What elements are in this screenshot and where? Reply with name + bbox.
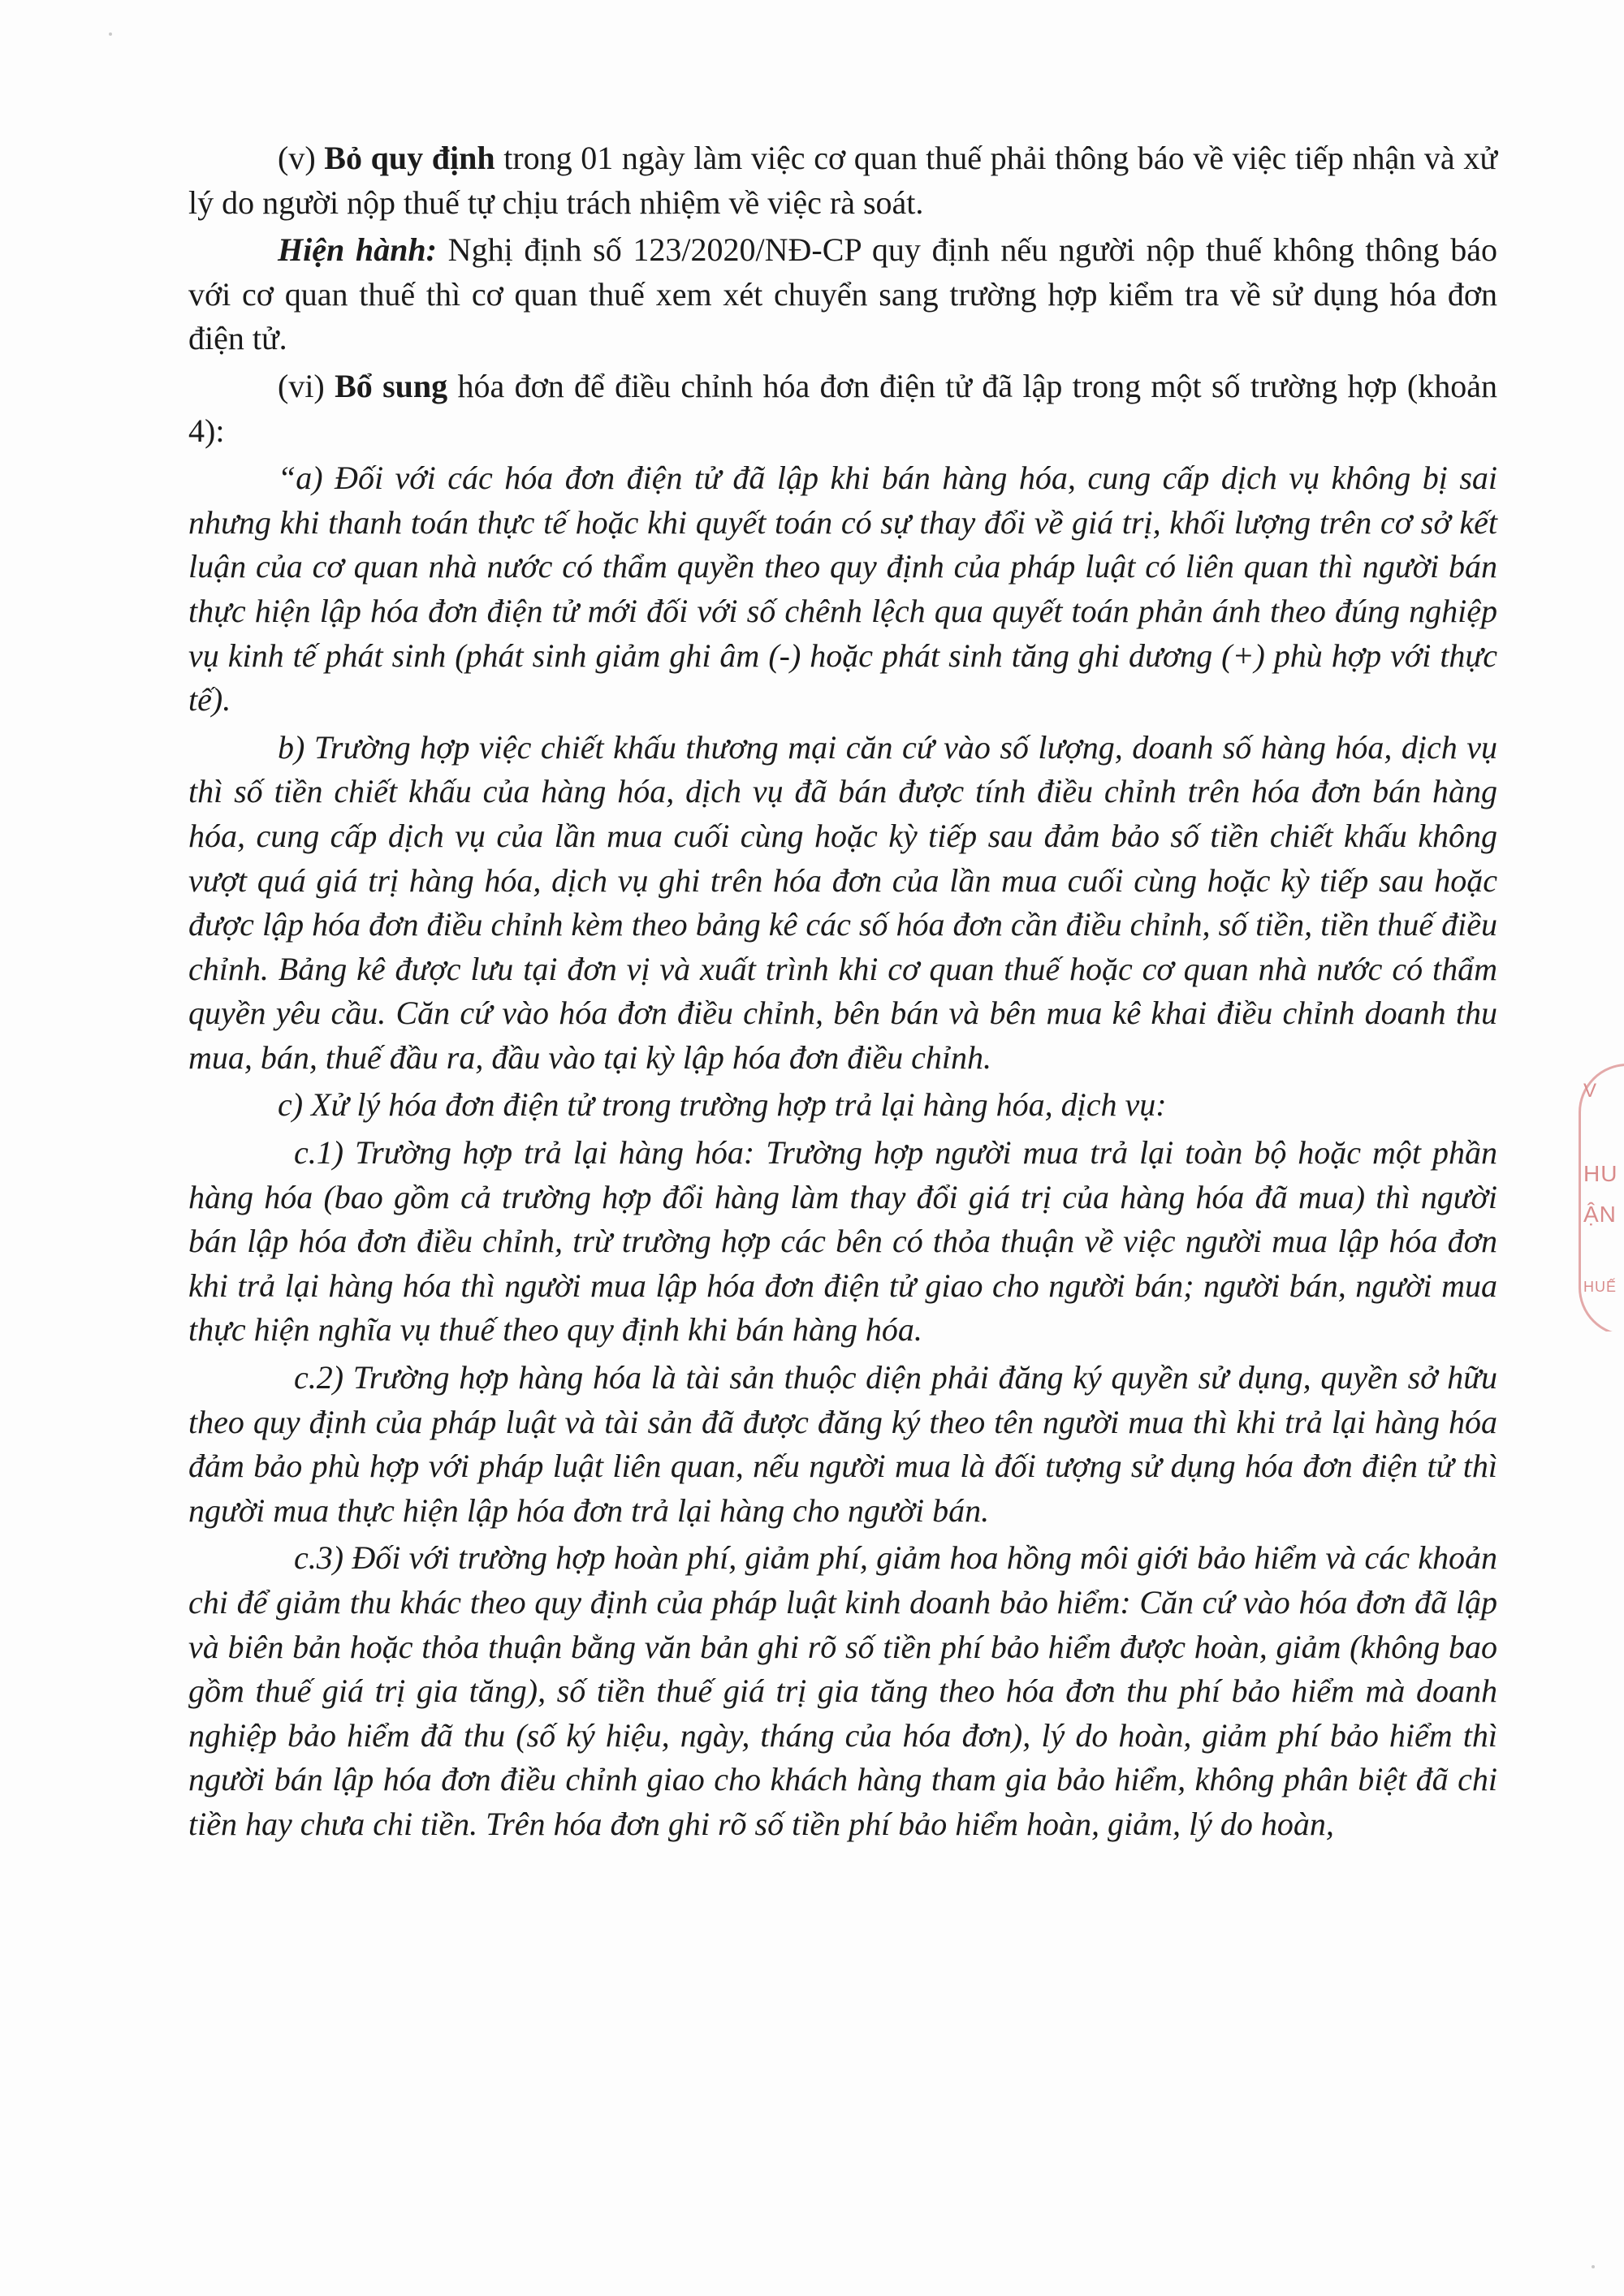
paragraph-vi-bold: Bổ sung (335, 367, 448, 404)
stamp-text-a: V (1583, 1080, 1598, 1102)
paragraph-v-rest: trong 01 ngày làm việc cơ quan thuế phải thông báo về việc tiếp nhận và xử lý do người nộp thuế tự chịu trách nhiệm về việc rà soát. (188, 140, 1497, 221)
stamp-text-b: HU (1583, 1161, 1618, 1186)
quote-item-b: b) Trường hợp việc chiết khấu thương mại căn cứ vào số lượng, doanh số hàng hóa, dịch vụ thì số tiền chiết khấu của hàng hóa, dịch vụ đã bán được tính điều chỉnh trên hóa đơn bán hàng hóa, cung cấp dịch vụ của lần mua cuối cùng hoặc kỳ tiếp sau đảm bảo số tiền chiết khấu không vượt quá giá trị hàng hóa, dịch vụ ghi trên hóa đơn của lần mua cuối cùng hoặc kỳ tiếp sau hoặc được lập hóa đơn điều chỉnh kèm theo bảng kê các số hóa đơn cần điều chỉnh, số tiền, tiền thuế điều chỉnh. Bảng kê được lưu tại đơn vị và xuất trình khi cơ quan thuế hoặc cơ quan nhà nước có thẩm quyền yêu cầu. Căn cứ vào hóa đơn điều chỉnh, bên bán và bên mua kê khai điều chỉnh doanh thu mua, bán, thuế đầu ra, đầu vào tại kỳ lập hóa đơn điều chỉnh. (188, 728, 1497, 1076)
current-rule-label: Hiện hành: (278, 231, 437, 269)
margin-stamp-fragment (1567, 1055, 1624, 1331)
paragraph-v-bold: Bỏ quy định (324, 140, 495, 176)
stamp-text-d: HUẾ (1583, 1279, 1618, 1295)
paragraph-vi-rest: hóa đơn để điều chỉnh hóa đơn điện tử đã lập trong một số trường hợp (khoản 4): (188, 367, 1497, 449)
quote-item-c2: c.2) Trường hợp hàng hóa là tài sản thuộc diện phải đăng ký quyền sử dụng, quyền sở hữu theo quy định của pháp luật và tài sản đã được đăng ký theo tên người mua thì khi trả lại hàng hóa đảm bảo phù hợp với pháp luật liên quan, nếu người mua là đối tượng sử dụng hóa đơn điện tử thì người mua thực hiện lập hóa đơn trả lại hàng cho người bán. (188, 1359, 1497, 1529)
scan-speck (109, 32, 112, 36)
paragraph-current-rule (188, 228, 1497, 361)
document-body (188, 136, 1497, 1850)
current-rule-text: Nghị định số 123/2020/NĐ-CP quy định nếu người nộp thuế không thông báo với cơ quan thuế thì cơ quan thuế xem xét chuyển sang trường hợp kiểm tra về sử dụng hóa đơn điện tử. (188, 231, 1497, 357)
quote-item-a: “a) Đối với các hóa đơn điện tử đã lập khi bán hàng hóa, cung cấp dịch vụ không bị sai nhưng khi thanh toán thực tế hoặc khi quyết toán có sự thay đổi về giá trị, khối lượng trên cơ sở kết luận của cơ quan nhà nước có thẩm quyền theo quy định của pháp luật có liên quan thì người bán thực hiện lập hóa đơn điện tử mới đối với số chênh lệch qua quyết toán phản ánh theo đúng nghiệp vụ kinh tế phát sinh (phát sinh giảm ghi âm (-) hoặc phát sinh tăng ghi dương (+) phù hợp với thực tế). (188, 460, 1497, 719)
paragraph-v-lead: (v) (278, 140, 325, 176)
stamp-text-c: ẬN (1583, 1202, 1617, 1227)
quote-item-c3: c.3) Đối với trường hợp hoàn phí, giảm phí, giảm hoa hồng môi giới bảo hiểm và các khoản chi để giảm thu khác theo quy định của pháp luật kinh doanh bảo hiểm: Căn cứ vào hóa đơn đã lập và biên bản hoặc thỏa thuận bằng văn bản ghi rõ số tiền phí bảo hiểm được hoàn, giảm (không bao gồm thuế giá trị gia tăng), số tiền thuế giá trị gia tăng theo hóa đơn thu phí bảo hiểm mà doanh nghiệp bảo hiểm đã thu (số ký hiệu, ngày, tháng của hóa đơn), lý do hoàn, giảm phí bảo hiểm thì người bán lập hóa đơn điều chỉnh giao cho khách hàng tham gia bảo hiểm, không phân biệt đã chi tiền hay chưa chi tiền. Trên hóa đơn ghi rõ số tiền phí bảo hiểm hoàn, giảm, lý do hoàn, (188, 1539, 1497, 1842)
quote-item-c1: c.1) Trường hợp trả lại hàng hóa: Trường hợp người mua trả lại toàn bộ hoặc một phần hàng hóa (bao gồm cả trường hợp đổi hàng làm thay đổi giá trị của hàng hóa đã mua) thì người bán lập hóa đơn điều chỉnh, trừ trường hợp các bên có thỏa thuận về việc người mua lập hóa đơn khi trả lại hàng hóa thì người mua lập hóa đơn điện tử giao cho người bán; người bán, người mua thực hiện nghĩa vụ thuế theo quy định khi bán hàng hóa. (188, 1134, 1497, 1349)
scan-speck (1592, 2265, 1595, 2268)
paragraph-vi-lead: (vi) (278, 367, 335, 404)
paragraph-vi (188, 365, 1497, 453)
quote-item-c: c) Xử lý hóa đơn điện tử trong trường hợp trả lại hàng hóa, dịch vụ: (278, 1086, 1167, 1124)
paragraph-v (188, 136, 1497, 225)
